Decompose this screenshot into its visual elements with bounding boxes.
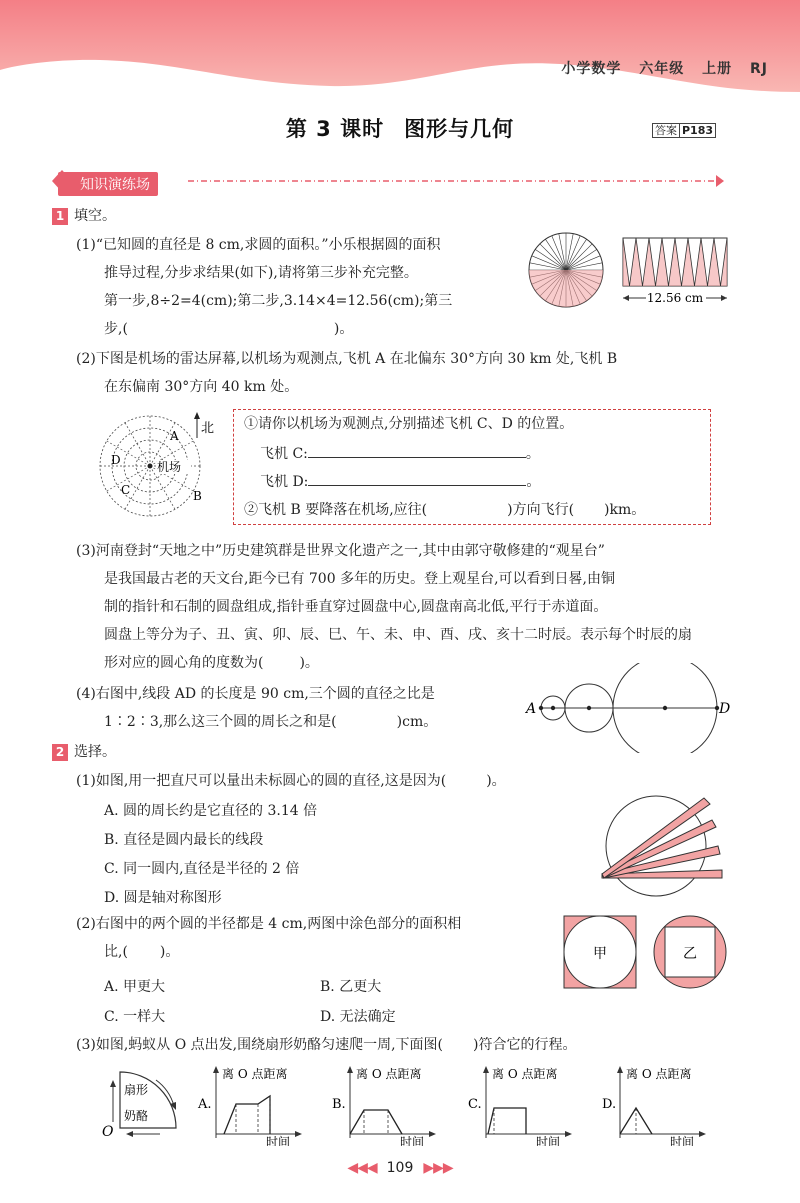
q1-p4-line2a: 1∶2∶3,那么这三个圆的周长之和是(: [104, 714, 337, 730]
plane-a-label: A: [170, 429, 179, 443]
plane-d-text: 飞机 D:: [260, 474, 309, 490]
q1-p1-line2: 推导过程,分步求结果(如下),请将第三步补充完整。: [104, 265, 418, 281]
north-label: 北: [201, 421, 215, 436]
q2-p1-opt-a: A. 圆的周长约是它直径的 3.14 倍: [104, 803, 318, 819]
plane-c-text: 飞机 C:: [260, 446, 308, 462]
sector-circle: [529, 233, 603, 307]
sector-label: 扇形: [124, 1083, 149, 1097]
q2-p2-line2a: 比,(: [104, 944, 128, 960]
figure-yi: [654, 916, 726, 988]
circle-rearrangement-figure: [524, 232, 734, 312]
graph-option-b[interactable]: [330, 1062, 460, 1150]
north-arrow-icon: [194, 412, 200, 419]
q2-p3: [76, 1035, 577, 1055]
q2-p2-line1: (2)右图中的两个圆的半径都是 4 cm,两图中涂色部分的面积相: [76, 916, 462, 932]
period: 。: [526, 474, 541, 490]
airport-label: 机场: [157, 460, 182, 474]
box-plane-c: [260, 443, 540, 464]
figure-jia: [564, 916, 636, 988]
plane-c-label: C: [121, 483, 131, 497]
graph-x-label: 时间: [670, 1135, 695, 1146]
q1-p1-line3: 第一步,8÷2=4(cm);第二步,3.14×4=12.56(cm);第三: [104, 293, 453, 309]
q1-p3-line4: 圆盘上等分为子、丑、寅、卯、辰、巳、午、未、申、酉、戌、亥十二时辰。表示每个时辰的扇: [104, 627, 692, 643]
graph-y-label: 离 O 点距离: [222, 1067, 288, 1081]
ruler-circle-figure: [594, 790, 734, 900]
graph-x-label: 时间: [266, 1135, 291, 1146]
box-line4: [244, 500, 645, 520]
q2-p2-opt-b: B. 乙更大: [320, 979, 382, 995]
q1-p1-line4a: 步,(: [104, 321, 128, 337]
box-plane-d: [260, 471, 540, 492]
header-subject: 小学数学: [561, 61, 622, 77]
point-o-label: O: [102, 1124, 114, 1140]
box-line1: ①请你以机场为观测点,分别描述飞机 C、D 的位置。: [244, 416, 574, 432]
q1-p4-line2: [104, 712, 437, 732]
q2-p1-opt-d: D. 圆是轴对称图形: [104, 890, 222, 906]
q1-p3-line3: 制的指针和石制的圆盘组成,指针垂直穿过圆盘中心,圆盘南高北低,平行于赤道面。: [104, 599, 608, 615]
graph-plot: [330, 1062, 460, 1146]
q2-number: 2: [52, 744, 68, 761]
q1-p2-line1: (2)下图是机场的雷达屏幕,以机场为观测点,飞机 A 在北偏东 30°方向 30 km 处,飞机 B: [76, 351, 618, 367]
q2-p1-text: (1)如图,用一把直尺可以量出未标圆心的圆的直径,这是因为(: [76, 773, 447, 789]
header-edition: RJ: [750, 61, 768, 77]
q2-heading: 选择。: [74, 744, 116, 760]
answer-reference: [652, 122, 716, 138]
q2-p1-tail: )。: [486, 773, 506, 789]
q2-p2-opt-d: D. 无法确定: [320, 1009, 396, 1025]
graph-option-label: D.: [602, 1097, 617, 1112]
three-circles-figure: [522, 663, 732, 753]
shaded-comparison-figure: [562, 914, 734, 992]
q2-p3a: (3)如图,蚂蚁从 O 点出发,围绕扇形奶酪匀速爬一周,下面图(: [76, 1037, 444, 1053]
q1-p4-line1: (4)右图中,线段 AD 的长度是 90 cm,三个圆的直径之比是: [76, 686, 435, 702]
graph-y-label: 离 O 点距离: [626, 1067, 692, 1081]
q2-p1-opt-b: B. 直径是圆内最长的线段: [104, 832, 264, 848]
plane-b-label: B: [193, 489, 202, 503]
next-arrows-icon: ▶▶▶: [423, 1160, 453, 1176]
q1-p1-line4b: )。: [333, 321, 354, 337]
q2-p2-opt-a: A. 甲更大: [104, 979, 166, 995]
q1-p3-line1: (3)河南登封“天地之中”历史建筑群是世界文化遗产之一,其中由郭守敬修建的“观星台”: [76, 543, 605, 559]
graph-plot: [196, 1062, 326, 1146]
q2-p3b: )符合它的行程。: [473, 1037, 577, 1053]
q2-p1: [76, 771, 506, 791]
q1-number: 1: [52, 208, 68, 225]
graph-plot: [466, 1062, 596, 1146]
page-footer: [0, 1160, 800, 1176]
q1-p1-line4: [104, 319, 353, 339]
graph-plot: [600, 1062, 730, 1146]
q1-p3-line5b: )。: [299, 655, 319, 671]
q2-p2-line2: [104, 942, 179, 962]
plane-d-label: D: [111, 453, 121, 467]
graph-x-label: 时间: [400, 1135, 425, 1146]
q1-p1-line1: (1)“已知圆的直径是 8 cm,求圆的面积。”小乐根据圆的面积: [76, 237, 441, 253]
answer-label: 答案: [652, 123, 680, 138]
header-band: [0, 0, 800, 100]
q1-p2-line2: 在东偏南 30°方向 40 km 处。: [104, 379, 299, 395]
answer-page: P183: [680, 123, 716, 138]
q1-heading: 填空。: [74, 208, 116, 224]
period: 。: [525, 446, 540, 462]
q1-p3-line2: 是我国最古老的天文台,距今已有 700 多年的历史。登上观星台,可以看到日晷,由铜: [104, 571, 615, 587]
box-line4b: )方向飞行(: [507, 502, 575, 518]
page-number: 109: [386, 1160, 414, 1176]
graph-option-a[interactable]: [196, 1062, 326, 1150]
graph-y-label: 离 O 点距离: [356, 1067, 422, 1081]
lesson-number: 第 3 课时: [285, 117, 385, 141]
q1-p3-line5: [104, 653, 319, 673]
graph-x-label: 时间: [536, 1135, 561, 1146]
q2-p1-opt-c: C. 同一圆内,直径是半径的 2 倍: [104, 861, 300, 877]
q2-p2-opt-c: C. 一样大: [104, 1009, 166, 1025]
parallelogram-strip: [623, 238, 727, 286]
jia-label: 甲: [593, 946, 607, 962]
graph-option-label: A.: [198, 1097, 212, 1112]
q1-p3-line5a: 形对应的圆心角的度数为(: [104, 655, 264, 671]
prev-arrows-icon: ◀◀◀: [347, 1160, 377, 1176]
q2-p2-line2b: )。: [159, 944, 180, 960]
yi-label: 乙: [683, 946, 697, 962]
rect-length-label: 12.56 cm: [646, 291, 704, 305]
radar-screen: [95, 410, 220, 525]
header-grade: 六年级: [639, 61, 685, 77]
arrow-right-icon: [716, 175, 724, 187]
plane-d-answer-line[interactable]: [308, 471, 526, 486]
header-info: [549, 58, 768, 78]
point-d-label: D: [719, 701, 731, 717]
header-volume: 上册: [702, 61, 733, 77]
lesson-topic: 图形与几何: [404, 117, 515, 141]
point-a-label: A: [526, 701, 537, 717]
graph-option-label: B.: [332, 1097, 346, 1112]
cheese-label: 奶酪: [124, 1109, 149, 1123]
box-line4a: ②飞机 B 要降落在机场,应往(: [244, 502, 428, 518]
q1-p4-line2b: )cm。: [396, 714, 438, 730]
graph-y-label: 离 O 点距离: [492, 1067, 558, 1081]
plane-c-answer-line[interactable]: [308, 443, 526, 458]
graph-option-d[interactable]: [600, 1062, 730, 1150]
graph-option-label: C.: [468, 1097, 482, 1112]
box-line4c: )km。: [604, 502, 646, 518]
section-tag: 知识演练场: [58, 172, 158, 196]
graph-option-c[interactable]: [466, 1062, 596, 1150]
sector-cheese-figure: [100, 1064, 195, 1144]
